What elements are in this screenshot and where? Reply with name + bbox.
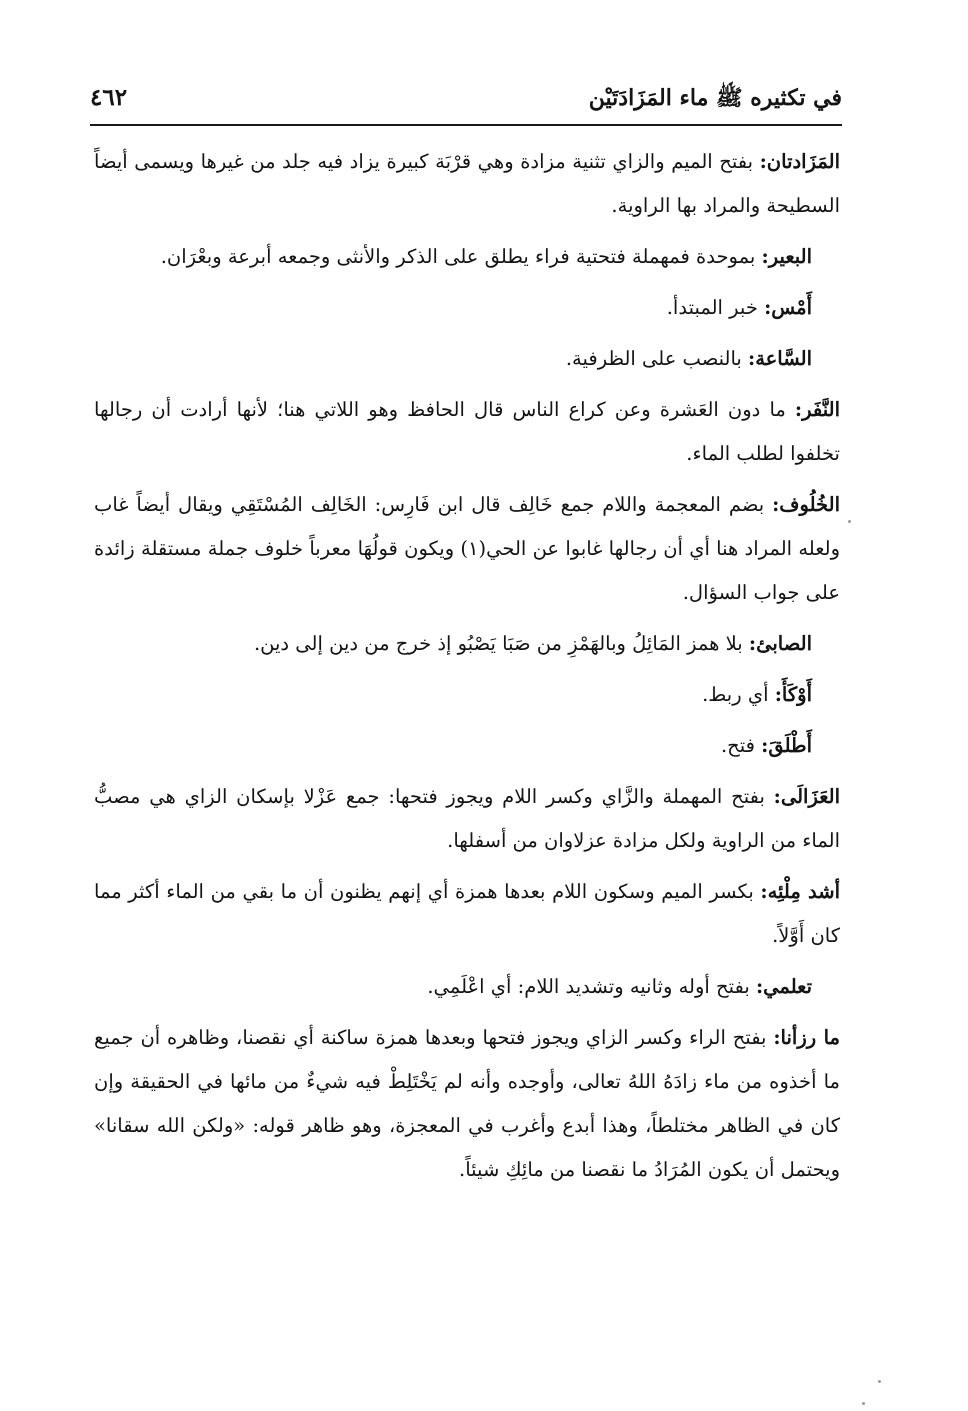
entry-term: البعير: — [761, 245, 812, 268]
glossary-entry — [94, 870, 840, 958]
glossary-entry — [94, 235, 840, 279]
running-title: في تكثيره ﷺ ماء المَزَادَتَيْن — [588, 85, 842, 111]
scan-speck — [848, 520, 851, 523]
entry-text: أي ربط. — [702, 683, 775, 706]
entry-text: بكسر الميم وسكون اللام بعدها همزة أي إنهم يظنون أن ما بقي من الماء أكثر مما كان أَوَّلاً. — [94, 880, 840, 947]
glossary-entry — [94, 775, 840, 863]
entry-text: خبر المبتدأ. — [666, 296, 765, 319]
entry-term: تعلمي: — [755, 975, 812, 998]
entry-text: بفتح المهملة والزَّاي وكسر اللام ويجوز فتحها: جمع عَزْلا بإسكان الزاي هي مصبُّ الماء من الراوية ولكل مزادة عزلاوان من أسفلها. — [94, 785, 840, 852]
entry-text: بلا همز المَائِلُ وبالهَمْزِ من صَبَا يَصْبُو إذ خرج من دين إلى دين. — [253, 632, 749, 655]
entry-term: أَطْلَقَ: — [761, 734, 812, 757]
scan-speck — [862, 1402, 865, 1405]
entry-term: أَوْكَأَ: — [774, 683, 812, 706]
glossary-entry — [94, 286, 840, 330]
entry-term: ما رزأنا: — [773, 1026, 840, 1049]
entry-text: بفتح الراء وكسر الزاي ويجوز فتحها وبعدها همزة ساكنة أي نقصنا، وظاهره أن جميع ما أخذوه من ماء زادَهُ اللهُ تعالى، وأوجده وأنه لم يَخْتَلِطْ فيه شيءٌ من مائها في الحقيقة وإن كان في الظاهر مختلطاً، وهذا أبدع وأغرب في المعجزة، وهو ظاهر قوله: «ولكن الله سقانا» ويحتمل أن يكون المُرَادُ ما نقصنا من مائِكِ شيئاً. — [94, 1026, 840, 1181]
entry-term: السَّاعة: — [748, 347, 812, 370]
entry-term: المَزَادتان: — [759, 150, 840, 173]
glossary-entry — [94, 1016, 840, 1192]
entry-term: أَمْس: — [764, 296, 812, 319]
glossary-entry — [94, 724, 840, 768]
running-head — [90, 82, 842, 122]
entry-term: الصابئ: — [748, 632, 812, 655]
entry-term: العَزَالَى: — [773, 785, 840, 808]
entry-text: بضم المعجمة واللام جمع خَالِف قال ابن فَارِس: الخَالِف المُسْتَقِي ويقال أيضاً غاب ولعله المراد هنا أي أن رجالها غابوا عن الحي(١) ويكون قولُهَا معرباً خلوف جملة مستقلة زائدة على جواب السؤال. — [94, 493, 840, 604]
glossary-entry — [94, 673, 840, 717]
entry-term: أشد مِلْئِه: — [760, 880, 841, 903]
glossary-entry — [94, 483, 840, 615]
entry-term: النَّفَر: — [794, 398, 840, 421]
entry-text: فتح. — [720, 734, 762, 757]
glossary-entry — [94, 388, 840, 476]
glossary-entry — [94, 622, 840, 666]
glossary-entry — [94, 965, 840, 1009]
entry-text: بموحدة فمهملة فتحتية فراء يطلق على الذكر والأنثى وجمعه أبرعة وبعْرَان. — [160, 245, 762, 268]
scan-speck — [878, 1380, 881, 1383]
entry-text: بالنصب على الظرفية. — [565, 347, 749, 370]
glossary-entry — [94, 337, 840, 381]
glossary-entry — [94, 140, 840, 228]
entry-term: الخُلُوف: — [772, 493, 840, 516]
entry-text: بفتح أوله وثانيه وتشديد اللام: أي اعْلَمِي. — [427, 975, 756, 998]
entry-text: بفتح الميم والزاي تثنية مزادة وهي قرْبَة كبيرة يزاد فيه جلد من غيرها ويسمى أيضاً السطيحة والمراد بها الراوية. — [94, 150, 840, 217]
page-number: ٤٦٢ — [90, 84, 128, 111]
header-rule — [90, 124, 842, 126]
glossary-body — [94, 140, 840, 1199]
entry-text: ما دون العَشرة وعن كراع الناس قال الحافظ وهو اللاتي هنا؛ لأنها أرادت أن رجالها تخلفوا لطلب الماء. — [94, 398, 840, 465]
